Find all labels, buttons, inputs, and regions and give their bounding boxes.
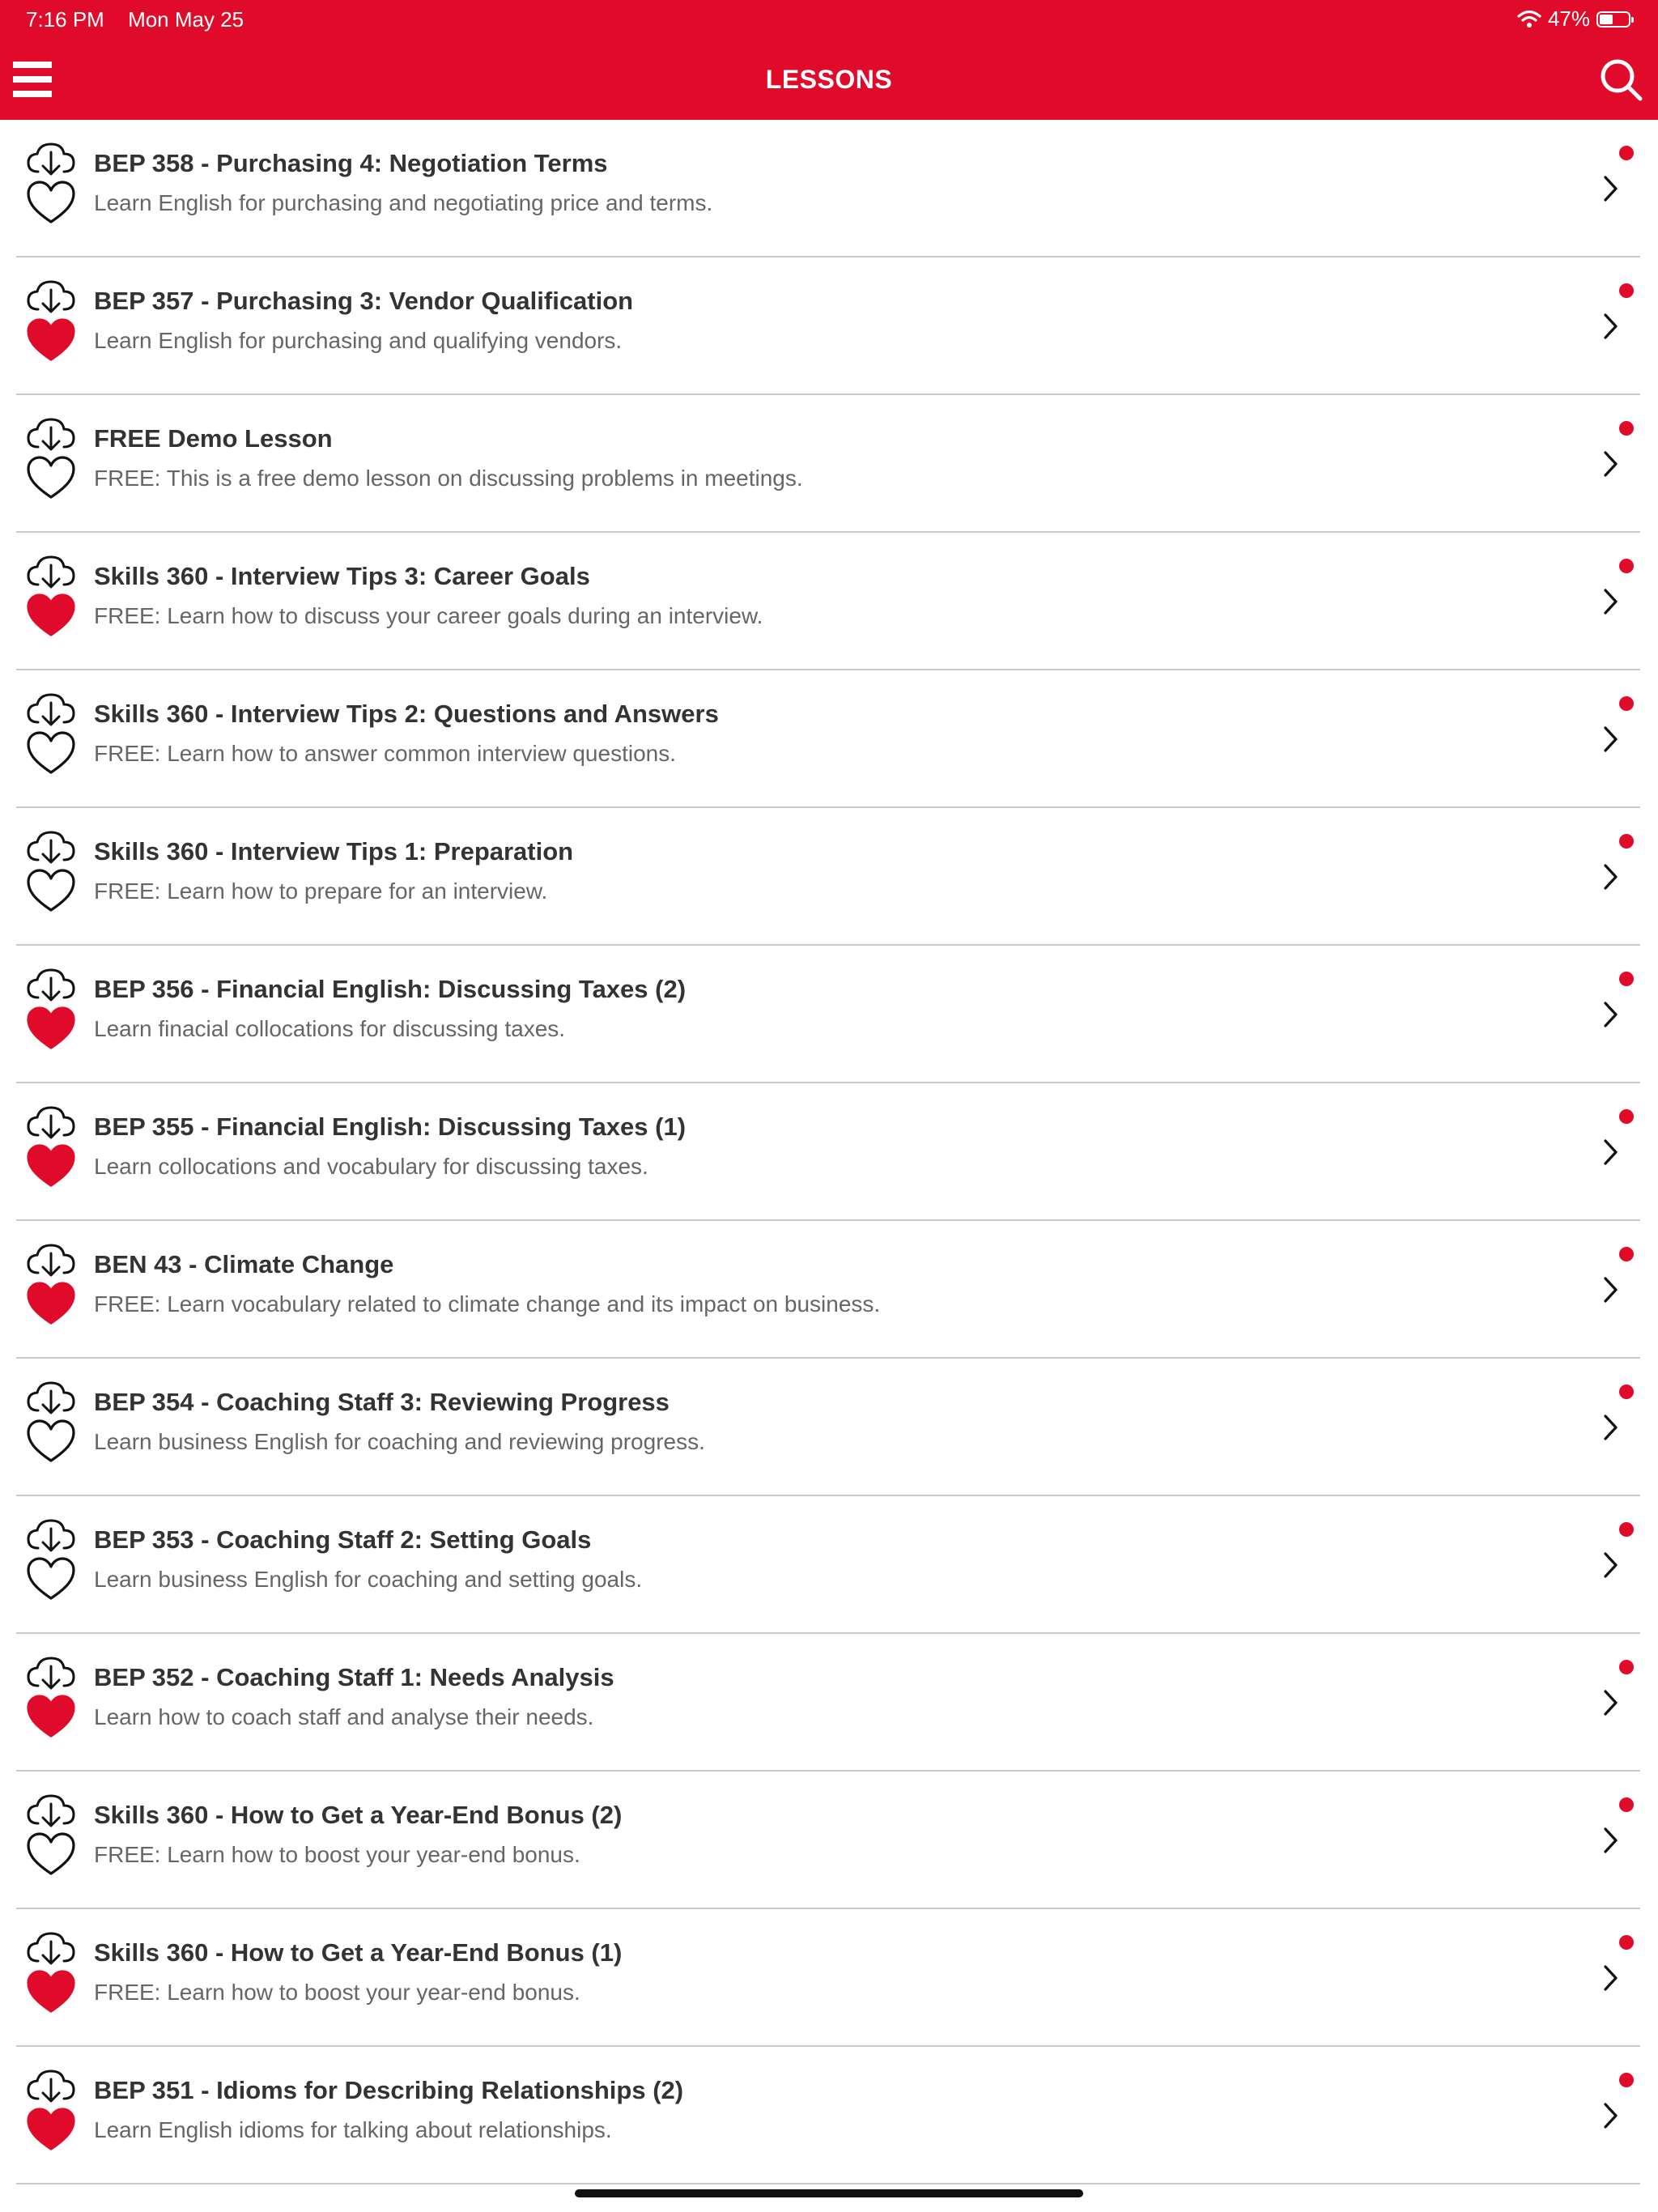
new-indicator-dot xyxy=(1619,559,1634,573)
new-indicator-dot xyxy=(1619,696,1634,711)
lesson-list xyxy=(0,120,1658,2184)
lesson-description: FREE: Learn how to discuss your career goals during an interview. xyxy=(94,603,763,628)
heart-outline-icon[interactable] xyxy=(26,455,76,500)
new-indicator-dot xyxy=(1619,1385,1634,1399)
lesson-row[interactable] xyxy=(0,1634,1658,1772)
lesson-description: FREE: Learn how to boost your year-end bonus. xyxy=(94,1842,580,1867)
lesson-row[interactable] xyxy=(0,2047,1658,2184)
lesson-description: Learn business English for coaching and reviewing progress. xyxy=(94,1429,705,1454)
new-indicator-dot xyxy=(1619,1109,1634,1124)
heart-filled-icon[interactable] xyxy=(26,1143,76,1189)
chevron-right-icon[interactable] xyxy=(1601,861,1621,892)
new-indicator-dot xyxy=(1619,1522,1634,1537)
chevron-right-icon[interactable] xyxy=(1601,1412,1621,1443)
lesson-title: BEP 355 - Financial English: Discussing Taxes (1) xyxy=(94,1112,687,1141)
chevron-right-icon[interactable] xyxy=(1601,724,1621,755)
heart-outline-icon[interactable] xyxy=(26,180,76,225)
lesson-title: Skills 360 - Interview Tips 3: Career Goals xyxy=(94,562,590,590)
chevron-right-icon[interactable] xyxy=(1601,1274,1621,1305)
chevron-right-icon[interactable] xyxy=(1601,1687,1621,1718)
new-indicator-dot xyxy=(1619,1797,1634,1812)
heart-filled-icon[interactable] xyxy=(26,1694,76,1739)
lesson-row[interactable] xyxy=(0,1772,1658,1909)
new-indicator-dot xyxy=(1619,421,1634,436)
download-cloud-icon[interactable] xyxy=(25,1104,77,1143)
new-indicator-dot xyxy=(1619,972,1634,986)
lesson-description: Learn English idioms for talking about relationships. xyxy=(94,2117,612,2142)
heart-outline-icon[interactable] xyxy=(26,868,76,913)
chevron-right-icon[interactable] xyxy=(1601,173,1621,204)
status-bar xyxy=(0,0,1658,39)
heart-outline-icon[interactable] xyxy=(26,730,76,776)
lesson-description: FREE: Learn how to answer common interview questions. xyxy=(94,741,676,766)
download-cloud-icon[interactable] xyxy=(25,829,77,868)
nav-bar xyxy=(0,39,1658,120)
lesson-description: FREE: This is a free demo lesson on discussing problems in meetings. xyxy=(94,466,803,491)
lesson-row[interactable] xyxy=(0,946,1658,1083)
status-date: Mon May 25 xyxy=(128,7,244,32)
lesson-row[interactable] xyxy=(0,533,1658,670)
chevron-right-icon[interactable] xyxy=(1601,1963,1621,1993)
download-cloud-icon[interactable] xyxy=(25,1242,77,1281)
heart-filled-icon[interactable] xyxy=(26,1006,76,1051)
lesson-description: Learn finacial collocations for discussing taxes. xyxy=(94,1016,566,1041)
heart-filled-icon[interactable] xyxy=(26,317,76,363)
heart-filled-icon[interactable] xyxy=(26,2107,76,2152)
lesson-title: BEP 351 - Idioms for Describing Relationships (2) xyxy=(94,2076,684,2104)
lesson-title: BEP 356 - Financial English: Discussing Taxes (2) xyxy=(94,975,687,1003)
new-indicator-dot xyxy=(1619,1935,1634,1950)
battery-icon xyxy=(1596,11,1630,28)
lesson-row[interactable] xyxy=(0,808,1658,946)
home-indicator[interactable] xyxy=(575,2189,1083,2197)
chevron-right-icon[interactable] xyxy=(1601,311,1621,342)
heart-filled-icon[interactable] xyxy=(26,1281,76,1326)
wifi-icon xyxy=(1517,10,1541,29)
lesson-row[interactable] xyxy=(0,670,1658,808)
chevron-right-icon[interactable] xyxy=(1601,2100,1621,2131)
lesson-row[interactable] xyxy=(0,1909,1658,2047)
lesson-title: BEP 354 - Coaching Staff 3: Reviewing Progress xyxy=(94,1388,670,1416)
new-indicator-dot xyxy=(1619,283,1634,298)
lesson-description: FREE: Learn how to prepare for an interview. xyxy=(94,878,548,904)
download-cloud-icon[interactable] xyxy=(25,967,77,1006)
status-time: 7:16 PM xyxy=(26,7,104,32)
lesson-title: BEP 353 - Coaching Staff 2: Setting Goals xyxy=(94,1525,592,1554)
lesson-title: Skills 360 - Interview Tips 1: Preparation xyxy=(94,837,574,866)
lesson-title: Skills 360 - How to Get a Year-End Bonus (2) xyxy=(94,1801,623,1829)
lesson-title: BEP 357 - Purchasing 3: Vendor Qualification xyxy=(94,287,634,315)
download-cloud-icon[interactable] xyxy=(25,141,77,180)
chevron-right-icon[interactable] xyxy=(1601,1550,1621,1580)
status-right xyxy=(1517,6,1630,32)
lesson-row[interactable] xyxy=(0,1083,1658,1221)
heart-outline-icon[interactable] xyxy=(26,1419,76,1464)
download-cloud-icon[interactable] xyxy=(25,691,77,730)
chevron-right-icon[interactable] xyxy=(1601,586,1621,617)
lesson-description: Learn English for purchasing and negotiating price and terms. xyxy=(94,190,713,215)
lesson-description: Learn business English for coaching and setting goals. xyxy=(94,1567,643,1592)
lesson-description: Learn collocations and vocabulary for discussing taxes. xyxy=(94,1154,648,1179)
lesson-title: Skills 360 - Interview Tips 2: Questions and Answers xyxy=(94,700,719,728)
new-indicator-dot xyxy=(1619,2073,1634,2087)
lesson-description: Learn English for purchasing and qualifying vendors. xyxy=(94,328,623,353)
page-title: LESSONS xyxy=(765,65,893,94)
search-icon[interactable] xyxy=(1598,57,1643,102)
lesson-row[interactable] xyxy=(0,257,1658,395)
lesson-title: Skills 360 - How to Get a Year-End Bonus (1) xyxy=(94,1938,623,1967)
lesson-title: BEP 352 - Coaching Staff 1: Needs Analysis xyxy=(94,1663,614,1691)
lesson-row[interactable] xyxy=(0,395,1658,533)
download-cloud-icon[interactable] xyxy=(25,1930,77,1969)
lesson-title: BEP 358 - Purchasing 4: Negotiation Terms xyxy=(94,149,608,177)
lesson-description: FREE: Learn how to boost your year-end bonus. xyxy=(94,1980,580,2005)
heart-outline-icon[interactable] xyxy=(26,1556,76,1602)
battery-percent: 47% xyxy=(1547,6,1590,31)
chevron-right-icon[interactable] xyxy=(1601,1825,1621,1856)
new-indicator-dot xyxy=(1619,834,1634,849)
new-indicator-dot xyxy=(1619,1660,1634,1674)
download-cloud-icon[interactable] xyxy=(25,1793,77,1831)
lesson-row[interactable] xyxy=(0,1359,1658,1496)
lesson-title: FREE Demo Lesson xyxy=(94,424,333,453)
lesson-row[interactable] xyxy=(0,1221,1658,1359)
heart-outline-icon[interactable] xyxy=(26,1831,76,1877)
download-cloud-icon[interactable] xyxy=(25,279,77,317)
chevron-right-icon[interactable] xyxy=(1601,449,1621,479)
lesson-row[interactable] xyxy=(0,1496,1658,1634)
heart-filled-icon[interactable] xyxy=(26,1969,76,2014)
lesson-row[interactable] xyxy=(0,120,1658,257)
download-cloud-icon[interactable] xyxy=(25,416,77,455)
new-indicator-dot xyxy=(1619,1247,1634,1261)
lesson-description: FREE: Learn vocabulary related to climate change and its impact on business. xyxy=(94,1291,881,1317)
download-cloud-icon[interactable] xyxy=(25,1517,77,1556)
heart-filled-icon[interactable] xyxy=(26,593,76,638)
download-cloud-icon[interactable] xyxy=(25,1380,77,1419)
status-left xyxy=(26,7,261,32)
download-cloud-icon[interactable] xyxy=(25,2068,77,2107)
download-cloud-icon[interactable] xyxy=(25,554,77,593)
chevron-right-icon[interactable] xyxy=(1601,1137,1621,1168)
chevron-right-icon[interactable] xyxy=(1601,999,1621,1030)
lesson-title: BEN 43 - Climate Change xyxy=(94,1250,394,1278)
lesson-description: Learn how to coach staff and analyse their needs. xyxy=(94,1704,594,1729)
new-indicator-dot xyxy=(1619,146,1634,160)
download-cloud-icon[interactable] xyxy=(25,1655,77,1694)
